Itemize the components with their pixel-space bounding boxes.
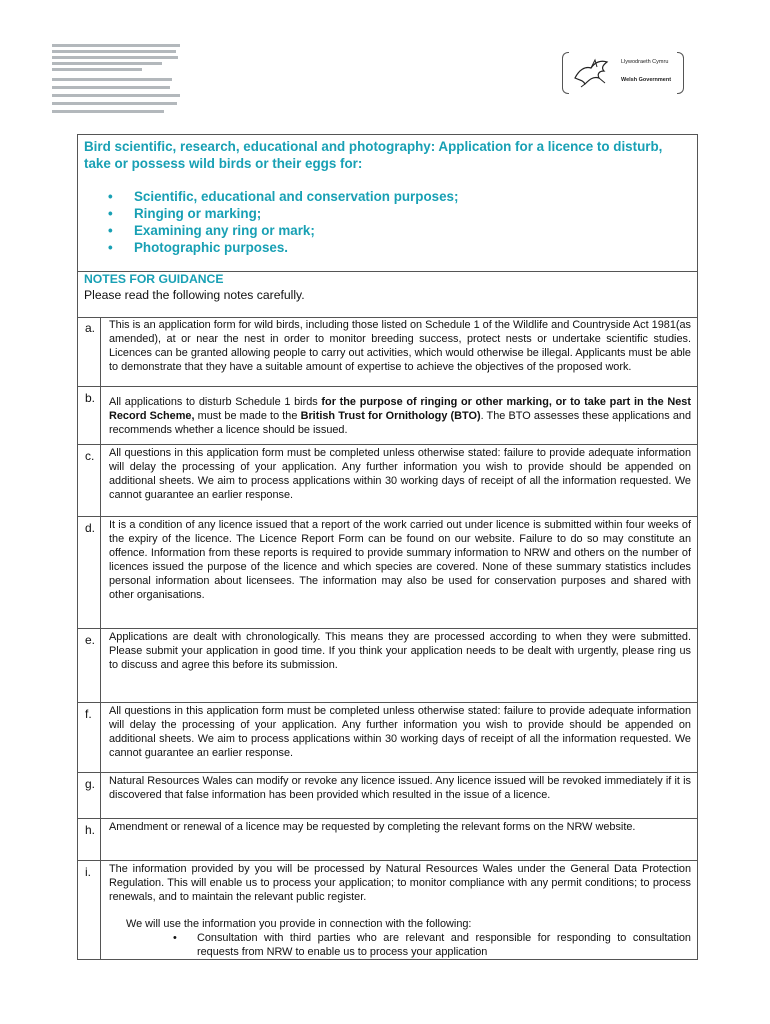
nrw-logo bbox=[52, 42, 182, 120]
row-text bbox=[109, 862, 691, 959]
purpose-item: • Ringing or marking; bbox=[108, 205, 458, 222]
row-text: Amendment or renewal of a licence may be requested by completing the relevant forms on the NRW website. bbox=[109, 821, 636, 833]
row-paragraph: The information provided by you will be processed by Natural Resources Wales under the General Data Protection Regulation. This will enable us to process your application; to monitor compliance with any permit conditions; to process renewals, and to maintain the relevant public register. bbox=[109, 863, 691, 903]
row-label: f. bbox=[78, 703, 101, 772]
text-emphasis: British Trust for Ornithology (BTO) bbox=[300, 410, 481, 422]
purpose-item: • Examining any ring or mark; bbox=[108, 222, 458, 239]
row-label: d. bbox=[78, 517, 101, 628]
row-text: All questions in this application form must be completed unless otherwise stated: failure to provide adequate information will delay the processing of your application. Any further information you wish to provide should be appended on additional sheets. We aim to process applications within 30 working days of receipt of all the information requested. We cannot guarantee an earlier response. bbox=[109, 705, 691, 759]
application-form bbox=[77, 134, 698, 960]
guidance-row-e bbox=[78, 629, 697, 703]
logo-line-cymru: Llywodraeth Cymru bbox=[621, 59, 669, 65]
row-text bbox=[109, 395, 691, 437]
form-title: Bird scientific, research, educational and photography: Application for a licence to disturb, take or possess wild birds or their eggs for: bbox=[84, 139, 663, 171]
guidance-row-c bbox=[78, 445, 697, 517]
guidance-row-a bbox=[78, 317, 697, 387]
dragon-icon bbox=[571, 56, 613, 88]
row-text: It is a condition of any licence issued that a report of the work carried out under licence is submitted within four weeks of the expiry of the licence. The Licence Report Form can be found on our website. Failure to do so may constitute an offence. Information from these reports is required to provide summary information to NRW and others on the number of licences issued the purpose of the licence and which species are covered. None of these summary statistics includes personal information about licensees. The information may also be used for conservation purposes and shared with other organisations. bbox=[109, 519, 691, 601]
guidance-row-h bbox=[78, 819, 697, 861]
row-sub-intro: We will use the information you provide in connection with the following: bbox=[126, 918, 472, 930]
row-label: h. bbox=[78, 819, 101, 860]
notes-intro: Please read the following notes carefully. bbox=[84, 288, 305, 302]
purpose-item: • Photographic purposes. bbox=[108, 239, 458, 256]
guidance-row-i bbox=[78, 861, 697, 959]
text-part: . The BTO assesses these applications and recommends whether a licence should be issued. bbox=[109, 410, 691, 436]
welsh-government-logo bbox=[562, 52, 684, 92]
row-text: Applications are dealt with chronologically. This means they are processed according to when they were submitted. Please submit your application in good time. If you think your application needs to be dealt with urgently, please ring us to discuss and agree this before its submission. bbox=[109, 631, 691, 671]
row-text: Natural Resources Wales can modify or revoke any licence issued. Any licence issued will be revoked immediately if it is discovered that false information has been provided which resulted in the issue of a licence. bbox=[109, 775, 691, 801]
row-label: e. bbox=[78, 629, 101, 702]
notes-heading: NOTES FOR GUIDANCE bbox=[84, 272, 224, 286]
text-part: must be made to the bbox=[194, 410, 301, 422]
text-emphasis: for the purpose of ringing or other marking, or to take part in the Nest Record Scheme, bbox=[109, 396, 691, 422]
row-label: g. bbox=[78, 773, 101, 818]
row-text: This is an application form for wild birds, including those listed on Schedule 1 of the Wildlife and Countryside Act 1981(as amended), at or near the nest in order to monitor breeding success, protect nests or undertake scientific studies. Licences can be granted allowing people to carry out activities, which would otherwise be illegal. Applicants must be able to demonstrate that they have a suitable amount of expertise to achieve the objectives of the proposed work. bbox=[109, 319, 691, 373]
logo-bracket-left bbox=[562, 52, 569, 94]
row-label: c. bbox=[78, 445, 101, 516]
row-label: i. bbox=[78, 861, 101, 959]
guidance-row-b bbox=[78, 387, 697, 445]
purpose-list bbox=[108, 188, 458, 256]
notes-section bbox=[78, 271, 697, 318]
logo-bracket-right bbox=[677, 52, 684, 94]
text-part: All applications to disturb Schedule 1 birds bbox=[109, 396, 322, 408]
row-label: a. bbox=[78, 317, 101, 386]
purpose-item: • Scientific, educational and conservation purposes; bbox=[108, 188, 458, 205]
guidance-row-g bbox=[78, 773, 697, 819]
title-section bbox=[78, 135, 697, 272]
logo-line-welsh-government: Welsh Government bbox=[621, 77, 672, 83]
row-sub-bullet: • Consultation with third parties who are relevant and responsible for responding to consultation requests from NRW to enable us to process your application bbox=[197, 931, 691, 959]
row-label: b. bbox=[78, 387, 101, 444]
guidance-row-f bbox=[78, 703, 697, 773]
row-text: All questions in this application form must be completed unless otherwise stated: failure to provide adequate information will delay the processing of your application. Any further information you wish to provide should be appended on additional sheets. We aim to process applications within 30 working days of receipt of all the information requested. We cannot guarantee an earlier response. bbox=[109, 447, 691, 501]
guidance-row-d bbox=[78, 517, 697, 629]
